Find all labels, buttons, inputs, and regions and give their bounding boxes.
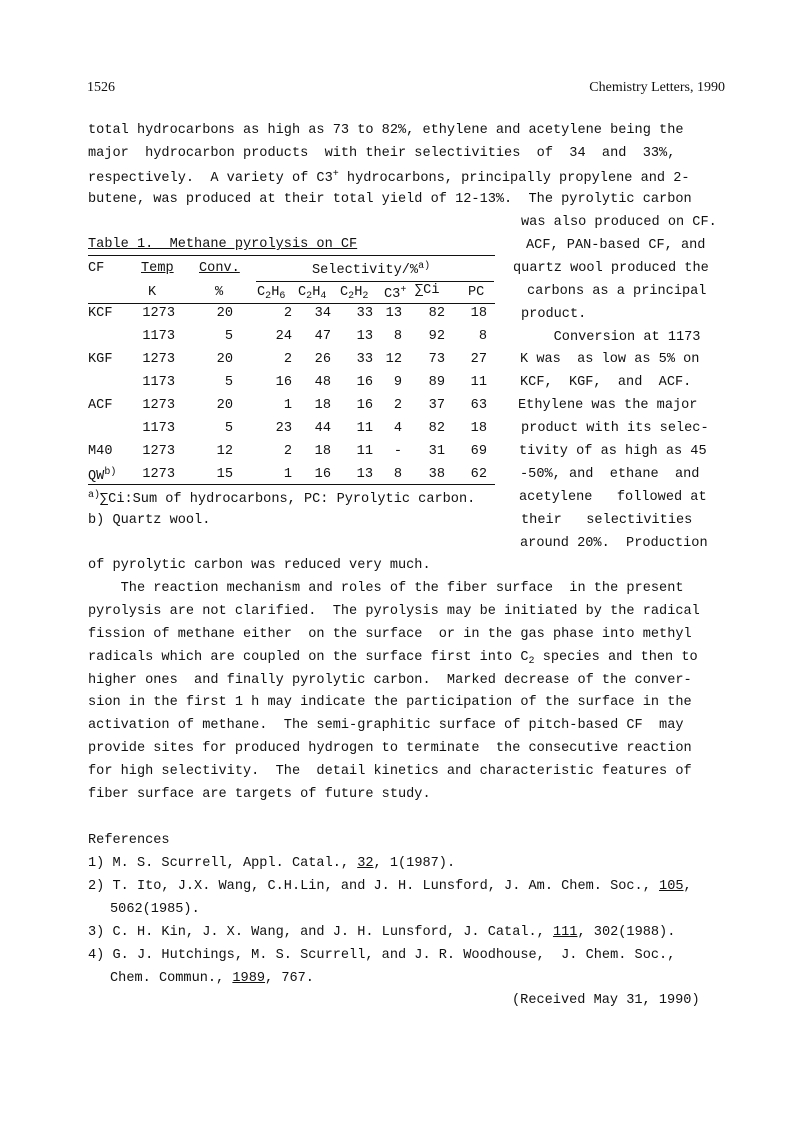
- table-cell: 18: [470, 306, 487, 321]
- table-cell: 2: [283, 306, 292, 321]
- table-cell: 5: [224, 329, 233, 344]
- table-cell: 48: [314, 375, 331, 390]
- reference-volume: 111: [552, 924, 578, 940]
- reference-item: 2) T. Ito, J.X. Wang, C.H.Lin, and J. H. Lunsford, J. Am. Chem. Soc., 105,: [88, 878, 692, 894]
- table-cell: 8: [393, 467, 402, 482]
- body-line: The reaction mechanism and roles of the fiber surface in the present: [88, 580, 684, 596]
- table-cell: 5: [224, 375, 233, 390]
- table-cell: 23: [275, 421, 292, 436]
- right-column-line: around 20%. Production: [520, 535, 708, 551]
- table-header-rule: [88, 303, 495, 304]
- table-cell: 20: [216, 398, 233, 413]
- table-cell: 20: [216, 306, 233, 321]
- table-cell: 1273: [142, 398, 175, 413]
- table-cell: 37: [428, 398, 445, 413]
- body-line: of pyrolytic carbon was reduced very much.: [88, 558, 431, 573]
- body-line: sion in the first 1 h may indicate the participation of the surface in the: [88, 695, 692, 711]
- table-cell: 12: [385, 352, 402, 367]
- table-cell: 18: [314, 398, 331, 413]
- col-header-c2h6: $C_2H_6$: [257, 285, 286, 302]
- table-cell: 16: [275, 375, 292, 390]
- table-cell: 89: [428, 375, 445, 390]
- reference-continuation: 5062(1985).: [110, 901, 200, 917]
- table-bottom-rule: [88, 484, 495, 485]
- right-column-line: tivity of as high as 45: [519, 444, 707, 459]
- received-date: (Received May 31, 1990): [512, 993, 700, 1008]
- right-column-line: was also produced on CF.: [521, 215, 717, 230]
- right-column-line: -50%, and ethane and: [520, 466, 700, 482]
- selectivity-rule: [256, 281, 494, 282]
- table-cell: 16: [314, 467, 331, 482]
- table-cell: 33: [356, 306, 373, 321]
- table-cell: 15: [216, 467, 233, 482]
- col-header-c3plus: C3+: [384, 285, 407, 302]
- table-cell: 12: [216, 444, 233, 459]
- table-cell: 82: [428, 421, 445, 436]
- body-line: radicals which are coupled on the surface first into $C_2$ species and then to: [88, 649, 698, 667]
- table-footnote-a: $^{a)}$∑Ci:Sum of hydrocarbons, PC: Pyrolytic carbon.: [88, 490, 476, 507]
- table-footnote-b: b) Quartz wool.: [88, 513, 211, 528]
- table-cell: 20: [216, 352, 233, 367]
- table-cell: 9: [393, 375, 402, 390]
- table-cell: 16: [356, 375, 373, 390]
- right-column-line: acetylene followed at: [519, 489, 707, 505]
- table-cell: 34: [314, 306, 331, 321]
- table-cell: 24: [275, 329, 292, 344]
- right-column-line: carbons as a principal: [527, 283, 707, 299]
- table-cell: 1: [283, 398, 292, 413]
- table-cell: 4: [393, 421, 402, 436]
- right-column-line: product with its selec-: [521, 421, 709, 437]
- col-header-conv: Conv.: [199, 261, 240, 276]
- table-cell: 1273: [142, 352, 175, 367]
- body-line: butene, was produced at their total yield of 12-13%. The pyrolytic carbon: [88, 192, 692, 207]
- col-header-sum-ci: ∑Ci: [415, 283, 440, 298]
- right-column-line: Ethylene was the major: [518, 398, 698, 414]
- right-column-line: product.: [521, 306, 587, 322]
- row-label: KGF: [88, 352, 113, 367]
- col-header-cf: CF: [88, 261, 105, 276]
- table-cell: 18: [470, 421, 487, 436]
- right-column-line: quartz wool produced the: [513, 260, 709, 276]
- table-cell: 1273: [142, 444, 175, 459]
- qw-note: b): [104, 467, 117, 478]
- row-label: QW$^{b)}$: [88, 467, 117, 484]
- table-cell: 26: [314, 352, 331, 367]
- reference-item: 4) G. J. Hutchings, M. S. Scurrell, and J. R. Woodhouse, J. Chem. Soc.,: [88, 947, 676, 963]
- row-label: KCF: [88, 306, 113, 321]
- col-unit-conv: %: [215, 285, 224, 300]
- table-cell: 33: [356, 352, 373, 367]
- table-cell: 73: [428, 352, 445, 367]
- journal-header: Chemistry Letters, 1990: [589, 80, 725, 95]
- body-line: fission of methane either on the surface or in the gas phase into methyl: [88, 626, 692, 642]
- row-label: M40: [88, 444, 113, 459]
- table-cell: 92: [428, 329, 445, 344]
- body-line: total hydrocarbons as high as 73 to 82%, ethylene and acetylene being the: [88, 123, 684, 138]
- body-line: provide sites for produced hydrogen to terminate the consecutive reaction: [88, 741, 692, 757]
- body-line: respectively. A variety of C3+ hydrocarbons, principally propylene and 2-: [88, 169, 690, 186]
- right-column-line: their selectivities: [521, 512, 693, 528]
- table-top-rule: [88, 255, 495, 256]
- table-cell: 2: [283, 444, 292, 459]
- references-heading: References: [88, 833, 170, 848]
- table-cell: 47: [314, 329, 331, 344]
- table-cell: 62: [470, 467, 487, 482]
- table-cell: 27: [470, 352, 487, 367]
- reference-volume: 105: [659, 878, 684, 894]
- row-label: ACF: [88, 398, 113, 413]
- right-column-line: K was as low as 5% on: [520, 352, 700, 368]
- body-line: fiber surface are targets of future study.: [88, 787, 431, 802]
- table-cell: 13: [385, 306, 402, 321]
- table-cell: 8: [393, 329, 402, 344]
- table-cell: 13: [356, 467, 373, 482]
- table-cell: 1273: [142, 306, 175, 321]
- table-cell: 11: [470, 375, 487, 390]
- reference-item: 1) M. S. Scurrell, Appl. Catal., 32, 1(1987).: [88, 856, 456, 871]
- table-cell: 1173: [142, 421, 175, 436]
- table-cell: 1273: [142, 467, 175, 482]
- col-header-pc: PC: [468, 285, 485, 300]
- table-cell: 11: [356, 421, 373, 436]
- table-cell: 38: [428, 467, 445, 482]
- body-line: higher ones and finally pyrolytic carbon. Marked decrease of the conver-: [88, 672, 692, 688]
- body-line: pyrolysis are not clarified. The pyrolysis may be initiated by the radical: [88, 603, 700, 619]
- col-header-c2h4: $C_2H_4$: [298, 285, 327, 302]
- reference-continuation: Chem. Commun., 1989, 767.: [110, 970, 314, 986]
- right-column-line: Conversion at 1173: [521, 329, 701, 345]
- table-cell: 16: [356, 398, 373, 413]
- right-column-line: KCF, KGF, and ACF.: [520, 375, 692, 391]
- body-line: activation of methane. The semi-graphitic surface of pitch-based CF may: [88, 718, 684, 734]
- body-line: for high selectivity. The detail kinetics and characteristic features of: [88, 764, 692, 780]
- page-number: 1526: [87, 80, 115, 95]
- table-cell: 18: [314, 444, 331, 459]
- table-cell: 2: [283, 352, 292, 367]
- table-cell: 5: [224, 421, 233, 436]
- col-header-selectivity: Selectivity/%$^{a)}$: [312, 261, 431, 278]
- table-cell: 1173: [142, 329, 175, 344]
- table-cell: 2: [393, 398, 402, 413]
- table-cell: 31: [428, 444, 445, 459]
- right-column-line: ACF, PAN-based CF, and: [526, 237, 706, 253]
- body-line: major hydrocarbon products with their selectivities of 34 and 33%,: [88, 146, 676, 161]
- table-cell: 69: [470, 444, 487, 459]
- table-caption: Table 1. Methane pyrolysis on CF: [88, 237, 358, 252]
- reference-item: 3) C. H. Kin, J. X. Wang, and J. H. Lunsford, J. Catal., 111, 302(1988).: [88, 924, 676, 940]
- table-cell: 11: [356, 444, 373, 459]
- table-cell: 1173: [142, 375, 175, 390]
- col-unit-temp: K: [148, 285, 157, 300]
- table-cell: 44: [314, 421, 331, 436]
- col-header-temp: Temp: [141, 261, 174, 276]
- reference-volume: 32: [357, 856, 374, 871]
- col-header-c2h2: $C_2H_2$: [340, 285, 369, 302]
- table-cell: 8: [478, 329, 487, 344]
- table-cell: 63: [470, 398, 487, 413]
- table-cell: -: [393, 444, 402, 459]
- table-cell: 1: [283, 467, 292, 482]
- table-cell: 82: [428, 306, 445, 321]
- table-cell: 13: [356, 329, 373, 344]
